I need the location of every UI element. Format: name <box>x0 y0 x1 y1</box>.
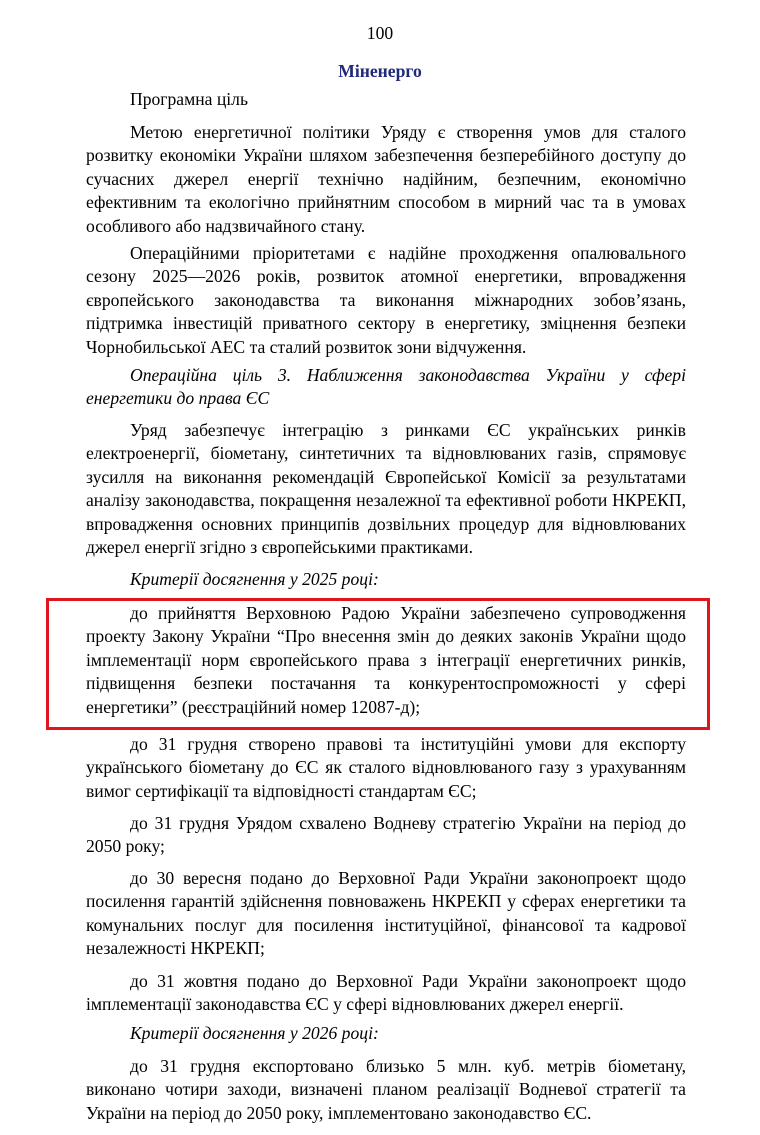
criteria-2025-heading: Критерії досягнення у 2025 році: <box>130 569 379 589</box>
criterion-nkrekp-bill: до 30 вересня подано до Верховної Ради України законопроект щодо посилення гарантій здійснення повноважень НКРЕКП у сферах енергетики та комунальних послуг для посилення інституційної, фінансової та кадрової незалежності НКРЕКП; <box>86 868 686 959</box>
criteria-2026-heading: Критерії досягнення у 2026 році: <box>130 1023 379 1043</box>
criterion-renewables-bill: до 31 жовтня подано до Верховної Ради України законопроект щодо імплементації законодавства ЄС у сфері відновлюваних джерел енергії. <box>86 971 686 1015</box>
criterion-2026-paragraph: до 31 грудня експортовано близько 5 млн. куб. метрів біометану, виконано чотири заходи, визначені планом реалізації Водневої стратегії та України на період до 2050 року, імплементовано законодавство ЄС. <box>86 1056 686 1123</box>
criterion-biomethane-export: до 31 грудня створено правові та інституційні умови для експорту українського біометану до ЄС як сталого відновлюваного газу з урахуванням вимог сертифікації та відповідності стандартам ЄС; <box>86 734 686 801</box>
operational-priorities-paragraph: Операційними пріоритетами є надійне проходження опалювального сезону 2025—2026 років, розвиток атомної енергетики, впровадження європейського законодавства та виконання міжнародних зобов’язань, підтримка інвестицій приватного сектору в енергетику, зміцнення безпеки Чорнобильської АЕС та сталий розвиток зони відчуження. <box>86 243 686 357</box>
criterion-law-12087d: до прийняття Верховною Радою України забезпечено супроводження проекту Закону України “Про внесення змін до деяких законів України щодо імплементації норм європейського права з інтеграції енергетичних ринків, підвищення безпеки постачання та конкурентоспроможності у сфері енергетики” (реєстраційний номер 12087-д); <box>86 603 686 717</box>
government-integration-paragraph: Уряд забезпечує інтеграцію з ринками ЄС українських ринків електроенергії, біометану, синтетичних та відновлюваних газів, спрямовує зусилля на виконання рекомендацій Європейської Комісії за результатами аналізу законодавства, покращення незалежної та ефективної роботи НКРЕКП, впровадження основних принципів дозвільних процедур для відновлюваних джерел енергії згідно з європейськими практиками. <box>86 420 686 558</box>
page-number: 100 <box>366 23 394 43</box>
program-goal-label: Програмна ціль <box>130 89 248 109</box>
criterion-hydrogen-strategy: до 31 грудня Урядом схвалено Водневу стратегію України на період до 2050 року; <box>86 813 686 857</box>
operational-goal-heading: Операційна ціль 3. Наближення законодавства України у сфері енергетики до права ЄС <box>86 365 686 409</box>
policy-goal-paragraph: Метою енергетичної політики Уряду є створення умов для сталого розвитку економіки України шляхом забезпечення безперебійного доступу до сучасних джерел енергії технічно надійним, безпечним, економічно ефективним та екологічно прийнятним способом в мирний час та в умовах особливого або надзвичайного стану. <box>86 122 686 236</box>
ministry-heading: Міненерго <box>338 61 422 81</box>
